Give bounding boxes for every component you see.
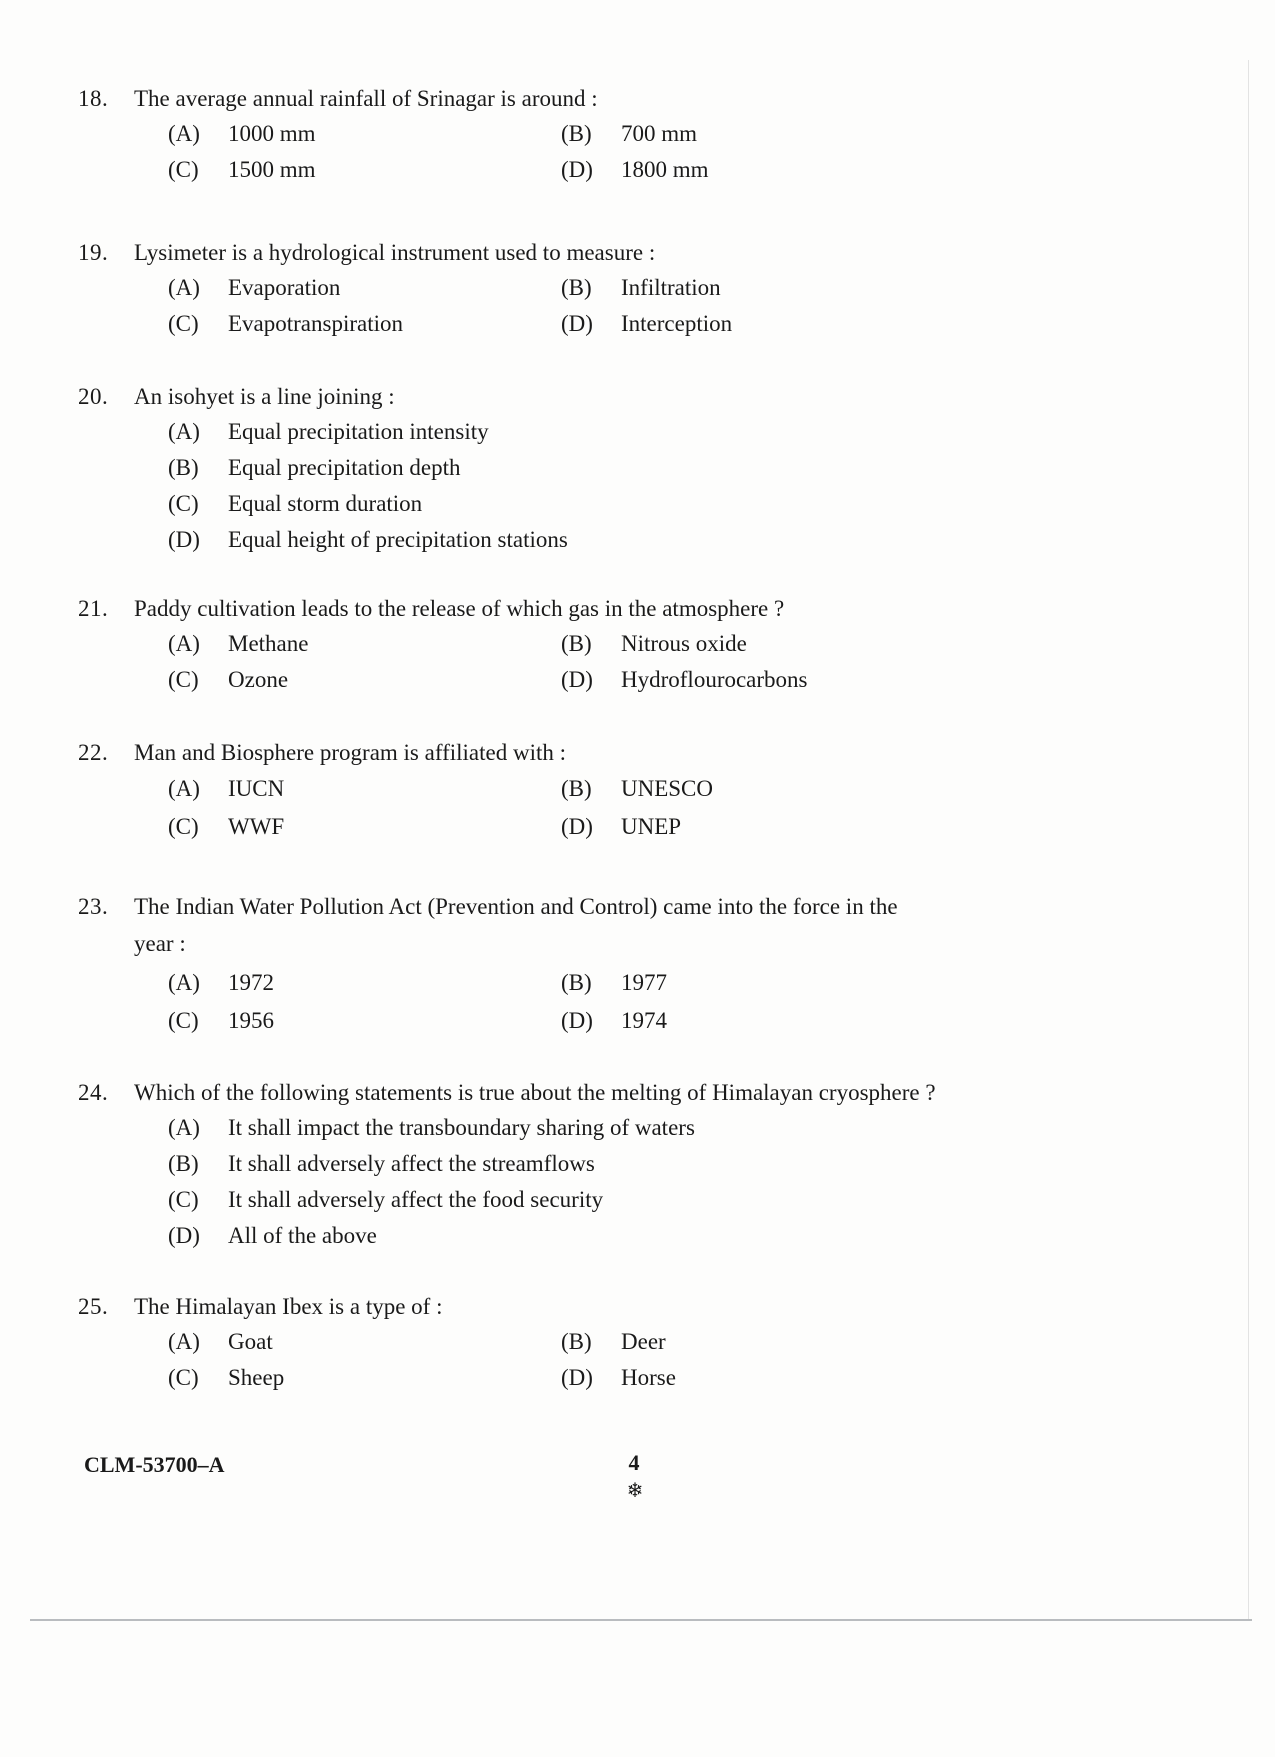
question-21 <box>78 592 1078 698</box>
option-a: (A) Equal precipitation intensity <box>168 419 489 444</box>
option-d: (D) Equal height of precipitation stations <box>168 527 568 552</box>
question-23 <box>78 890 1078 1040</box>
option-d: (D) Interception <box>561 311 733 336</box>
paper-code: CLM-53700–A <box>84 1452 225 1477</box>
question-number: 24. <box>78 1080 109 1105</box>
option-b: (B) Equal precipitation depth <box>168 455 461 480</box>
option-b: (B) 1977 <box>561 970 667 995</box>
option-b: (B) 700 mm <box>561 121 698 146</box>
option-a: (A) Methane <box>168 631 309 656</box>
question-text: Which of the following statements is true about the melting of Himalayan cryosphere ? <box>134 1080 936 1105</box>
snowflake-icon: ❄ <box>626 1480 644 1502</box>
question-20 <box>78 380 1078 558</box>
option-b: (B) Infiltration <box>561 275 721 300</box>
option-b: (B) Nitrous oxide <box>561 631 747 656</box>
page-bottom-rule <box>30 1619 1252 1621</box>
option-d: (D) Hydroflourocarbons <box>561 667 808 692</box>
option-d: (D) 1800 mm <box>561 157 709 182</box>
question-24 <box>78 1076 1078 1254</box>
option-c: (C) Evapotranspiration <box>168 311 404 336</box>
options <box>168 626 1078 698</box>
question-22 <box>78 736 1078 846</box>
options <box>168 770 1078 846</box>
options <box>168 964 1078 1040</box>
question-number: 19. <box>78 240 109 265</box>
option-c: (C) Ozone <box>168 667 289 692</box>
question-25 <box>78 1290 1078 1396</box>
option-a: (A) It shall impact the transboundary sharing of waters <box>168 1115 695 1140</box>
option-a: (A) Goat <box>168 1329 273 1354</box>
question-number: 18. <box>78 86 109 111</box>
option-b: (B) UNESCO <box>561 776 714 801</box>
options <box>168 1324 1078 1396</box>
options <box>168 270 1078 342</box>
question-19 <box>78 236 1078 342</box>
question-number: 25. <box>78 1294 109 1319</box>
option-d: (D) All of the above <box>168 1223 377 1248</box>
question-18 <box>78 82 1078 188</box>
options <box>168 116 1078 188</box>
question-text: An isohyet is a line joining : <box>134 384 395 409</box>
question-number: 20. <box>78 384 109 409</box>
question-text-continued: year : <box>134 931 186 956</box>
option-c: (C) It shall adversely affect the food security <box>168 1187 604 1212</box>
question-text: The average annual rainfall of Srinagar is around : <box>134 86 598 111</box>
option-c: (C) 1500 mm <box>168 157 316 182</box>
question-number: 21. <box>78 596 109 621</box>
option-a: (A) 1000 mm <box>168 121 316 146</box>
option-d: (D) UNEP <box>561 814 682 839</box>
option-c: (C) Equal storm duration <box>168 491 423 516</box>
question-text: Lysimeter is a hydrological instrument used to measure : <box>134 240 656 265</box>
options <box>168 1110 1078 1254</box>
question-number: 22. <box>78 740 109 765</box>
option-c: (C) 1956 <box>168 1008 274 1033</box>
option-a: (A) IUCN <box>168 776 285 801</box>
option-a: (A) 1972 <box>168 970 274 995</box>
question-number: 23. <box>78 894 109 919</box>
page-number: 4 <box>628 1450 640 1475</box>
question-text: Man and Biosphere program is affiliated with : <box>134 740 567 765</box>
question-text: The Indian Water Pollution Act (Prevention and Control) came into the force in the <box>134 894 898 919</box>
option-a: (A) Evaporation <box>168 275 341 300</box>
question-text: Paddy cultivation leads to the release of which gas in the atmosphere ? <box>134 596 785 621</box>
option-b: (B) Deer <box>561 1329 666 1354</box>
question-text: The Himalayan Ibex is a type of : <box>134 1294 443 1319</box>
options <box>168 414 1078 558</box>
option-c: (C) Sheep <box>168 1365 285 1390</box>
scan-edge-line <box>1248 60 1249 1620</box>
option-b: (B) It shall adversely affect the streamflows <box>168 1151 595 1176</box>
option-c: (C) WWF <box>168 814 285 839</box>
option-d: (D) Horse <box>561 1365 676 1390</box>
option-d: (D) 1974 <box>561 1008 667 1033</box>
